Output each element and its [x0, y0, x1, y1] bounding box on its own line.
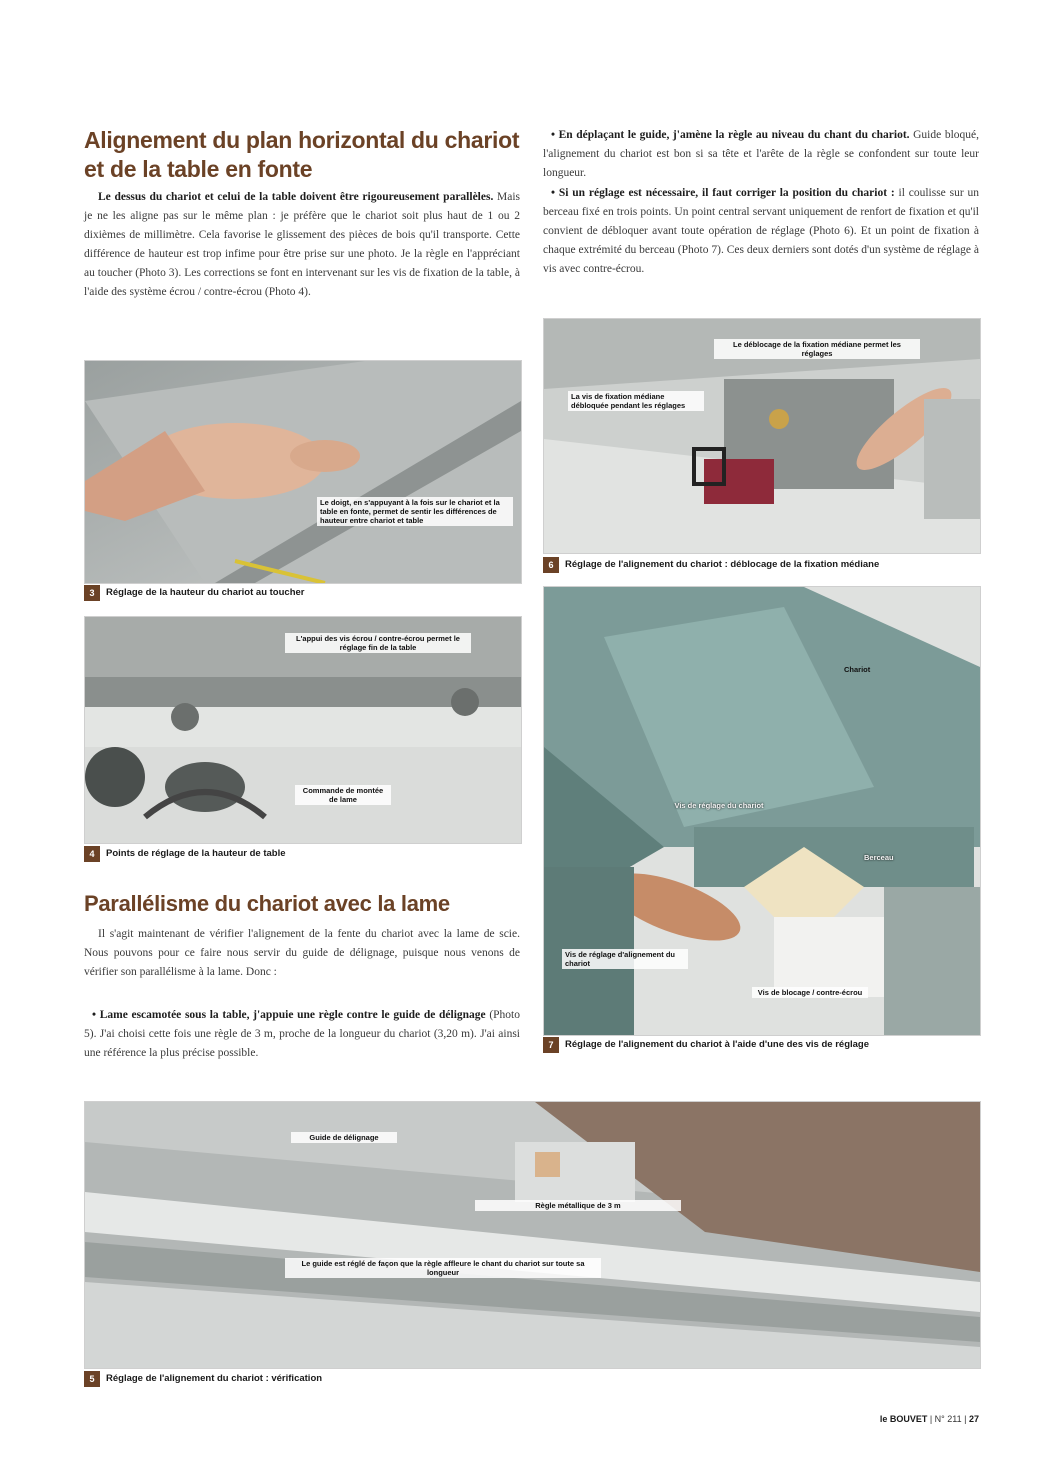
paragraph-ruler-text: (Photo 5). J'ai choisi cette fois une règle de 3 m, proche de la longueur du chariot (3,20 m). J'ai ainsi une référence la plus précise possible. [84, 1009, 520, 1059]
paragraph-ruler-bold: • Lame escamotée sous la table, j'appuie une règle contre le guide de délignage [92, 1009, 486, 1021]
heading-parallelism: Parallélisme du chariot avec la lame [84, 891, 450, 916]
heading-horizontal-alignment: Alignement du plan horizontal du chariot et de la table en fonte [84, 127, 520, 182]
photo-6-number: 6 [543, 557, 559, 573]
photo-3-image [85, 361, 521, 583]
photo-7-label-alignment: Vis de réglage d'alignement du chariot [562, 949, 688, 969]
photo-6-caption-text: Réglage de l'alignement du chariot : déblocage de la fixation médiane [565, 559, 880, 570]
photo-4-caption-text: Points de réglage de la hauteur de table [106, 848, 286, 859]
page-number: 27 [968, 1414, 979, 1424]
photo-5-label-guide: Guide de délignage [291, 1132, 397, 1143]
photo-4-caption [84, 845, 520, 862]
paragraph-adjustment [543, 184, 979, 279]
photo-5-caption [84, 1370, 979, 1387]
photo-5 [84, 1101, 981, 1369]
photo-7-caption-text: Réglage de l'alignement du chariot à l'aide d'une des vis de réglage [565, 1039, 869, 1050]
paragraph-parallelism: Il s'agit maintenant de vérifier l'alignement de la fente du chariot avec la lame de scie. Nous pouvons pour ce faire nous servir du guide de délignage, puisque nous venons de vérifier son parallélisme à la lame. Donc : [84, 928, 520, 978]
photo-6-label-top: Le déblocage de la fixation médiane permet les réglages [714, 339, 920, 359]
photo-7-label-cradle: Berceau [864, 853, 894, 862]
paragraph-adjustment-bold: • Si un réglage est nécessaire, il faut corriger la position du chariot : [551, 187, 895, 199]
photo-5-number: 5 [84, 1371, 100, 1387]
issue-number: | N° 211 | [929, 1414, 967, 1424]
photo-7-caption [543, 1036, 979, 1053]
paragraph-text: Mais je ne les aligne pas sur le même plan : je préfère que le chariot soit plus haut de 1 ou 2 dixièmes de millimètre. Cela favorise le glissement des pièces de bois qu'il transporte. Cette différence de hauteur est trop infime pour être prise sur une photo. Je la règle en l'appréciant au toucher (Photo 3). Les corrections se font en intervenant sur les vis de fixation de la table, à l'aide des système écrou / contre-écrou (Photo 4). [84, 191, 521, 298]
paragraph-move-guide [543, 126, 979, 183]
photo-3 [84, 360, 522, 584]
photo-4-label-table: L'appui des vis écrou / contre-écrou permet le réglage fin de la table [285, 633, 471, 653]
paragraph-adjustment-text: il coulisse sur un berceau fixé en trois points. Un point central servant uniquement de renfort de fixation et qu'il convient de débloquer avant toute opération de réglage (Photo 6). Et un point de fixation à chaque extrémité du berceau (Photo 7). Ces deux derniers sont dotés d'un système de réglage à vis avec contre-écrou. [543, 187, 979, 275]
photo-3-caption-text: Réglage de la hauteur du chariot au toucher [106, 587, 305, 598]
photo-7-label-chariot: Chariot [844, 665, 871, 674]
photo-4-number: 4 [84, 846, 100, 862]
photo-5-label-note: Le guide est réglé de façon que la règle affleure le chant du chariot sur toute sa longueur [285, 1258, 601, 1278]
photo-7-label-lock: Vis de blocage / contre-écrou [752, 987, 868, 998]
paragraph-bold: Le dessus du chariot et celui de la table doivent être rigoureusement parallèles. [98, 191, 494, 203]
photo-3-label: Le doigt, en s'appuyant à la fois sur le chariot et la table en fonte, permet de sentir les différences de hauteur entre chariot et table [317, 497, 513, 526]
photo-7-number: 7 [543, 1037, 559, 1053]
photo-6-label-screw: La vis de fixation médiane débloquée pendant les réglages [568, 391, 704, 411]
photo-3-number: 3 [84, 585, 100, 601]
photo-6-caption [543, 556, 979, 573]
photo-4-label-lift: Commande de montée de lame [295, 785, 391, 805]
paragraph-move-guide-bold: • En déplaçant le guide, j'amène la règle au niveau du chant du chariot. [551, 129, 910, 141]
photo-4 [84, 616, 522, 844]
magazine-brand: le BOUVET [879, 1414, 928, 1424]
paragraph-horizontal-alignment [84, 188, 520, 302]
photo-3-caption [84, 584, 520, 601]
page-footer [880, 1414, 979, 1424]
photo-5-image [85, 1102, 980, 1368]
paragraph-ruler [84, 1006, 520, 1063]
photo-7 [543, 586, 981, 1036]
photo-5-caption-text: Réglage de l'alignement du chariot : vérification [106, 1373, 323, 1384]
paragraph-move-guide-text: Guide bloqué, l'alignement du chariot est bon si sa tête et l'arête de la règle se confondent sur toute leur longueur. [543, 129, 979, 179]
photo-7-label-screw: Vis de réglage du chariot [674, 801, 764, 810]
photo-6 [543, 318, 981, 554]
photo-5-label-ruler: Règle métallique de 3 m [475, 1200, 681, 1211]
